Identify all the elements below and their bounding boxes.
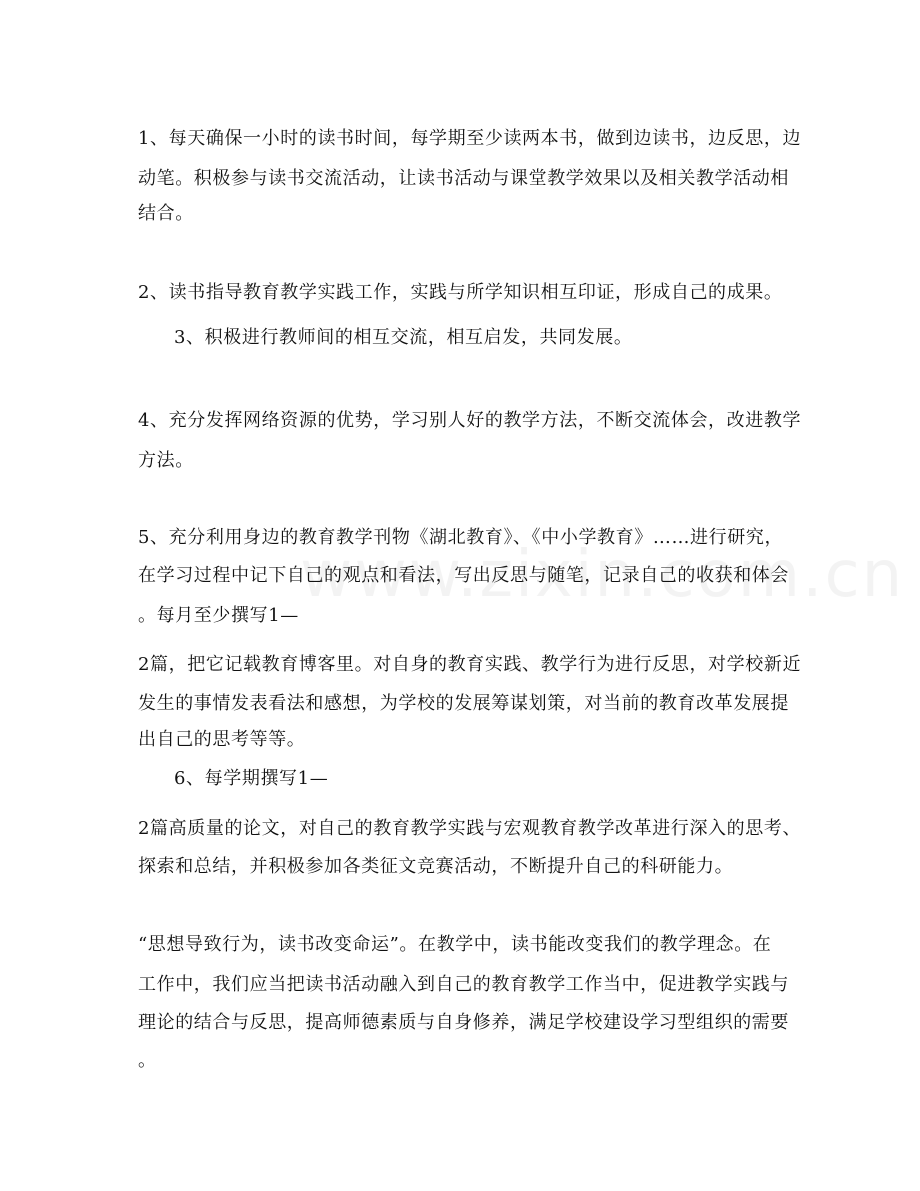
- text-line: 2篇高质量的论文，对自己的教育教学实践与宏观教育教学改革进行深入的思考、: [138, 818, 802, 839]
- text-line: 5、充分利用身边的教育教学刊物《湖北教育》、《中小学教育》……进行研究，: [138, 527, 784, 548]
- text-line: 发生的事情发表看法和感想，为学校的发展筹谋划策，对当前的教育改革发展提: [138, 693, 789, 714]
- text-line: 动笔。积极参与读书交流活动，让读书活动与课堂教学效果以及相关教学活动相: [138, 168, 789, 189]
- text-line: 2篇，把它记载教育博客里。对自身的教育实践、教学行为进行反思，对学校新近: [138, 654, 802, 675]
- text-line: 理论的结合与反思，提高师德素质与自身修养，满足学校建设学习型组织的需要: [138, 1012, 789, 1033]
- text-line: 探索和总结，并积极参加各类征文竞赛活动，不断提升自己的科研能力。: [138, 856, 734, 877]
- text-line: “思想导致行为，读书改变命运”。在教学中，读书能改变我们的教学理念。在: [138, 934, 772, 955]
- text-line: 1、每天确保一小时的读书时间，每学期至少读两本书，做到边读书，边反思，边: [138, 128, 802, 149]
- text-line: 。: [138, 1050, 157, 1071]
- text-line: 出自己的思考等等。: [138, 729, 306, 750]
- text-line: 工作中，我们应当把读书活动融入到自己的教育教学工作当中，促进教学实践与: [138, 974, 789, 995]
- text-line: 6、每学期撰写1—: [174, 768, 329, 789]
- text-line: 结合。: [138, 203, 194, 224]
- text-line: 方法。: [138, 450, 194, 471]
- text-line: 3、积极进行教师间的相互交流，相互启发，共同发展。: [174, 327, 633, 348]
- text-line: 2、读书指导教育教学实践工作，实践与所学知识相互印证，形成自己的成果。: [138, 282, 783, 303]
- text-line: 4、充分发挥网络资源的优势，学习别人好的教学方法，不断交流体会，改进教学: [138, 410, 802, 431]
- text-line: 在学习过程中记下自己的观点和看法，写出反思与随笔，记录自己的收获和体会: [138, 565, 789, 586]
- text-line: 。每月至少撰写1—: [138, 605, 299, 626]
